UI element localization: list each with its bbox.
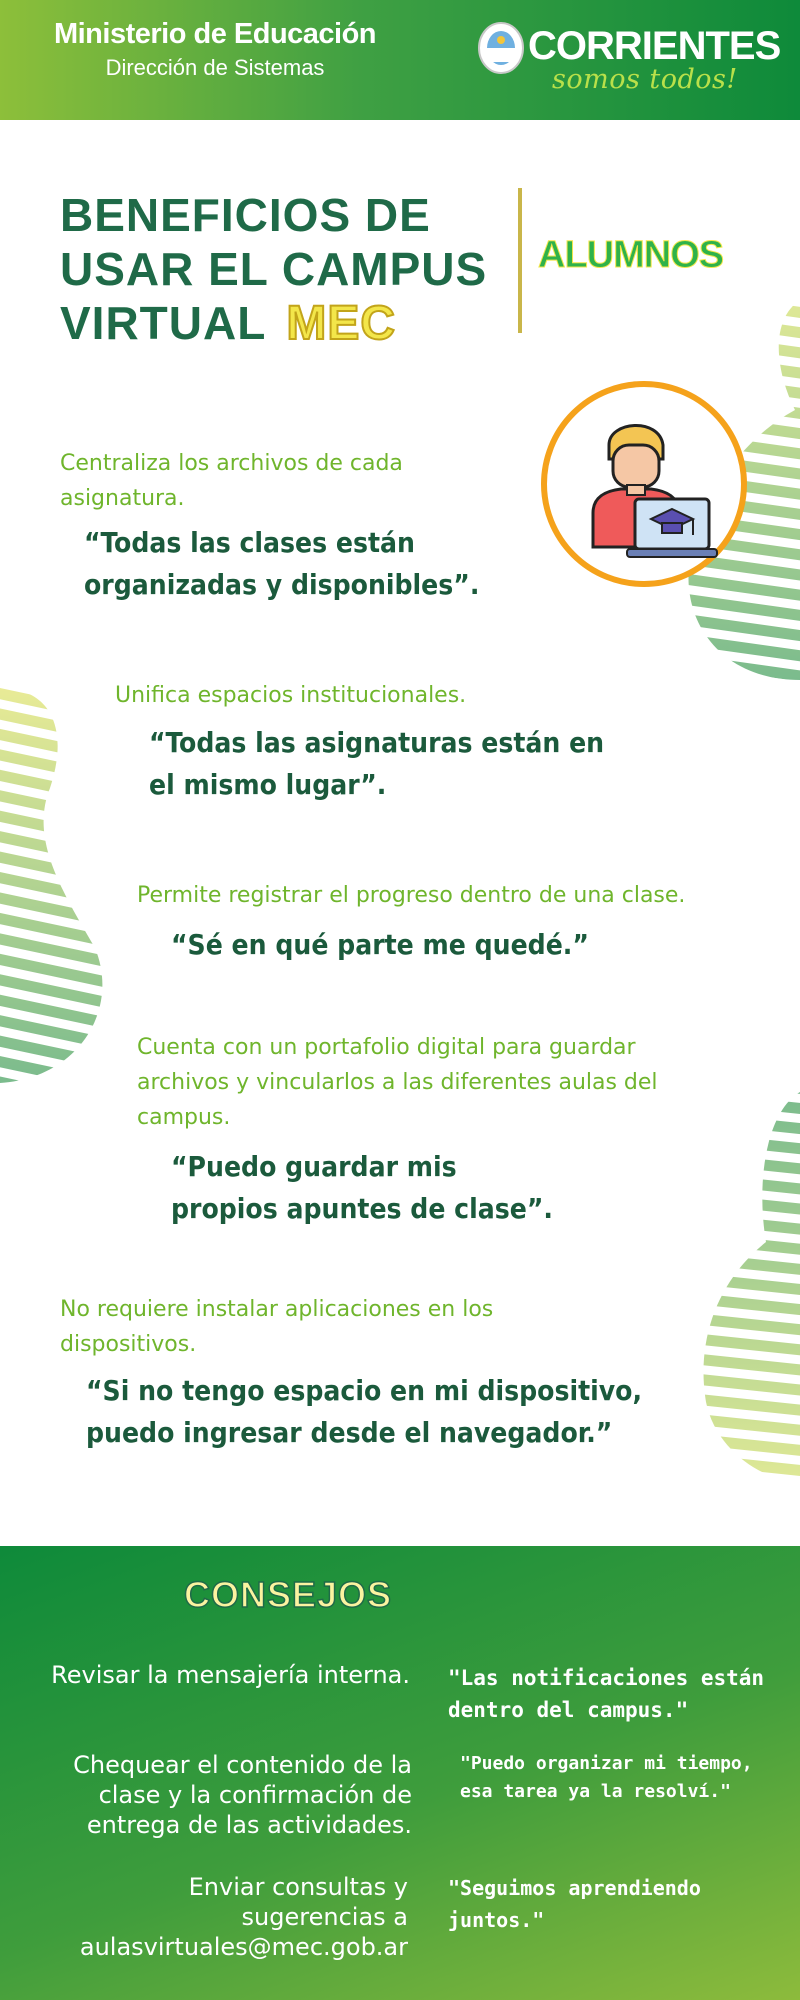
striped-blob-decoration-right-bottom: [696, 1092, 800, 1482]
title-highlight-mec: MEC: [286, 297, 396, 350]
tip-quote-1: "Las notificaciones están dentro del campus.": [448, 1666, 765, 1722]
tip-text-2: Chequear el contenido de la clase y la confirmación de entrega de las actividades.: [73, 1751, 412, 1839]
benefit-quote-3: “Sé en qué parte me quedé.”: [171, 928, 589, 961]
benefit-quote-2: “Todas las asignaturas están en el mismo lugar”.: [149, 726, 605, 801]
brand-slogan: somos todos!: [552, 64, 738, 95]
department-name: Dirección de Sistemas: [105, 55, 325, 80]
benefit-text-4: Cuenta con un portafolio digital para guardar archivos y vincularlos a las diferentes aulas del campus.: [137, 1035, 658, 1130]
tip-quote-3: "Seguimos aprendiendo juntos.": [448, 1876, 701, 1932]
benefit-quote-4: “Puedo guardar mis propios apuntes de clase”.: [171, 1150, 553, 1225]
student-avatar-icon: [541, 381, 747, 587]
striped-blob-decoration-left: [0, 688, 110, 1088]
audience-label: ALUMNOS: [538, 234, 724, 276]
title-line-2: USAR EL CAMPUS: [60, 243, 488, 295]
tip-text-3[interactable]: Enviar consultas y sugerencias a aulasvirtuales@mec.gob.ar: [79, 1873, 408, 1961]
benefit-quote-1: “Todas las clases están organizadas y disponibles”.: [84, 526, 480, 601]
ministry-name: Ministerio de Educación: [53, 18, 377, 50]
title-virtual: VIRTUAL: [60, 297, 267, 349]
page-title: [60, 188, 500, 351]
student-laptop-illustration: [547, 387, 741, 581]
benefit-text-3: Permite registrar el progreso dentro de una clase.: [137, 883, 686, 908]
tip-text-1: Revisar la mensajería interna.: [51, 1661, 410, 1689]
benefit-text-1: Centraliza los archivos de cada asignatura.: [60, 451, 403, 511]
title-divider: [518, 188, 522, 333]
benefit-text-5: No requiere instalar aplicaciones en los dispositivos.: [60, 1297, 494, 1357]
province-seal-icon: [478, 22, 524, 74]
tips-heading: CONSEJOS: [184, 1574, 393, 1615]
ministry-block: [0, 18, 430, 81]
tip-quote-2: "Puedo organizar mi tiempo, esa tarea ya la resolví.": [460, 1753, 753, 1802]
benefit-text-2: Unifica espacios institucionales.: [115, 683, 467, 708]
benefit-quote-5: “Si no tengo espacio en mi dispositivo, puedo ingresar desde el navegador.”: [86, 1374, 643, 1449]
brand-logo-text: CORRIENTES: [528, 24, 781, 68]
title-line-1: BENEFICIOS DE: [60, 189, 431, 241]
title-line-3: [60, 296, 500, 351]
